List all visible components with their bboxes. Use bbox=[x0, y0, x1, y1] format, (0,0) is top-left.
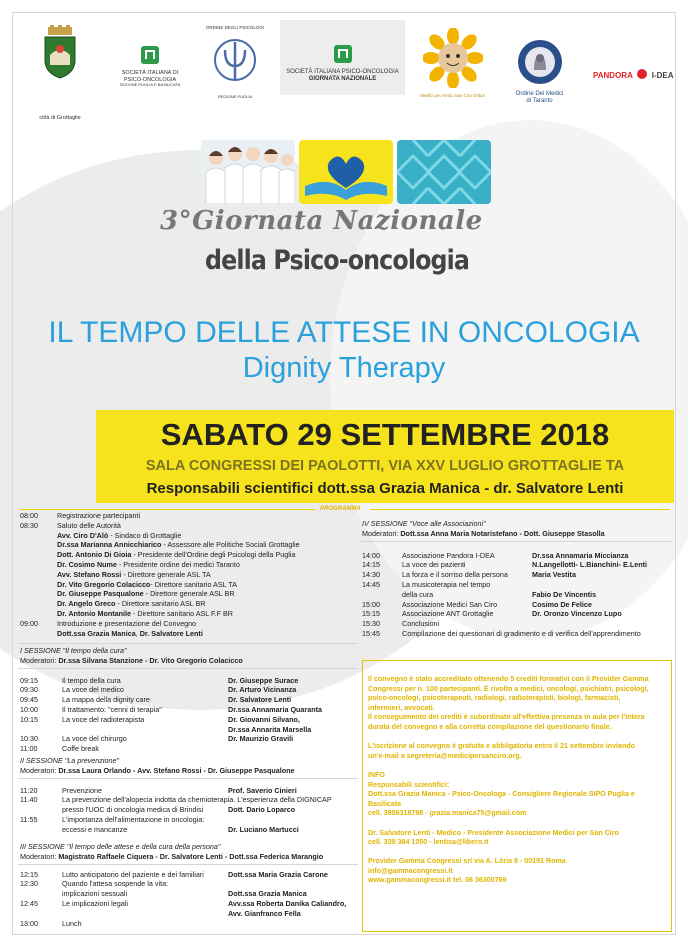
agenda-text: Saluto delle Autorità bbox=[57, 520, 121, 530]
speaker-name: Dr. Salvatore Lenti bbox=[139, 628, 203, 638]
date-banner bbox=[96, 410, 674, 503]
speaker-name: Dr. Angelo Greco bbox=[57, 599, 116, 609]
agenda-text: - Presidente dell'Ordine degli Psicologi della Puglia bbox=[131, 550, 296, 560]
sponsor-logos bbox=[20, 20, 674, 121]
moderators-names: Dr.ssa Laura Orlando - Avv. Stefano Rossi - Dr. Giuseppe Pasqualone bbox=[58, 765, 295, 775]
moderators-label: Moderatori: bbox=[362, 528, 401, 538]
agenda-line bbox=[57, 570, 211, 580]
speaker-name: Dr. Giuseppe Pasqualone bbox=[57, 589, 144, 599]
ecm-info-line: Il conseguimento dei crediti è subordinato all'effettiva presenza in aula per l'intera bbox=[368, 713, 645, 722]
ordine-psicologi-caption: ORDINE DEGLI PSICOLOGI bbox=[205, 25, 265, 30]
speaker-name: Dr.ssa Annamaria Quaranta bbox=[228, 705, 323, 714]
session-2-schedule bbox=[20, 756, 360, 838]
time-label: 15:45 bbox=[362, 629, 380, 638]
contact-line: Dott.ssa Grazia Manica - Psico-Oncologa - Consigliere Regionale SIPO Puglia e bbox=[368, 790, 635, 799]
speaker-name: Dr. Salvatore Lenti bbox=[228, 695, 292, 705]
spacer bbox=[368, 848, 668, 858]
agenda-line bbox=[57, 589, 235, 599]
moderators-names: Dott.ssa Anna Maria Notaristefano - Dott. Giuseppe Stasolla bbox=[400, 528, 605, 538]
pandora-dot-icon bbox=[637, 69, 647, 79]
provider-line: info@gammacongressi.it bbox=[368, 866, 453, 875]
sipo-caption-2: SEZIONE PUGLIA E BASILICATA bbox=[119, 82, 181, 88]
agenda-line bbox=[57, 540, 300, 550]
agenda-line bbox=[57, 521, 121, 531]
time-label: 09:00 bbox=[20, 618, 38, 628]
ecm-info-line: Congressi per n. 100 partecipanti. È rivolto a medici, oncologi, psichiatri, psicologi, bbox=[368, 684, 649, 693]
time-label: 14:45 bbox=[362, 580, 380, 589]
time-label: 08:30 bbox=[20, 520, 38, 530]
agenda-text: - Direttore generale ASL TA bbox=[121, 569, 211, 579]
session-divider bbox=[360, 541, 672, 542]
header-images bbox=[201, 140, 491, 204]
event-title-line1: 3°Giornata Nazionale bbox=[160, 206, 483, 236]
talk-title: Associazione Pandora I-DEA bbox=[402, 550, 495, 560]
talk-title: Associazione ANT Grottaglie bbox=[402, 609, 494, 619]
time-label: 08:00 bbox=[20, 511, 38, 520]
pandora-text: PANDORA bbox=[593, 71, 633, 80]
talk-title: Conclusioni bbox=[402, 619, 440, 629]
programma-divider-right bbox=[370, 509, 670, 510]
talk-title: Il tempo della cura bbox=[62, 675, 121, 685]
agenda-line bbox=[57, 580, 237, 590]
ecm-info-line: psico-oncologi, psicoterapeuti, radiologi, radioterapisti, biologi, farmacisti, bbox=[368, 694, 621, 703]
time-label: 14:15 bbox=[362, 560, 380, 570]
time-label: 11:00 bbox=[20, 744, 38, 754]
speaker-name: Dott.ssa Grazia Manica bbox=[57, 628, 136, 638]
agenda-text: , bbox=[135, 628, 140, 638]
contact-line: Dr. Salvatore Lenti - Medico - Presidente Associazione Medici per San Ciro bbox=[368, 828, 619, 837]
info-heading: INFO bbox=[368, 770, 385, 779]
talk-title: Associazione Medici San Ciro bbox=[402, 599, 498, 609]
time-label: 11:20 bbox=[20, 785, 38, 795]
grottaglie-logo bbox=[30, 25, 90, 122]
speaker-name: Dr.ssa Annarita Marsella bbox=[228, 724, 312, 734]
event-venue: SALA CONGRESSI DEI PAOLOTTI, VIA XXV LUGLIO GROTTAGLIE TA bbox=[145, 458, 625, 474]
speaker-name: Dott. Dario Loparco bbox=[228, 805, 296, 815]
session-divider bbox=[18, 864, 358, 865]
moderators bbox=[20, 852, 323, 862]
talk-title: La prevenzione dell'alopecia indotta da chemioterapia. L'esperienza della DIGNICAP bbox=[62, 795, 332, 805]
speaker-name: Dr. Maurizio Gravili bbox=[228, 734, 294, 744]
moderators-label: Moderatori: bbox=[20, 765, 59, 775]
session-title: III SESSIONE "Il tempo delle attese e della cura della persona" bbox=[20, 842, 221, 851]
pattern-icon bbox=[397, 140, 491, 204]
moderators bbox=[362, 529, 605, 539]
agenda-line bbox=[57, 619, 196, 629]
speaker-name: Dott. Antonio Di Gioia bbox=[57, 550, 132, 560]
talk-title: implicazioni sessuali bbox=[62, 889, 128, 899]
ordine-medici-caption: Ordine Dei Medici bbox=[515, 91, 564, 97]
speaker-name: Prof. Saverio Cinieri bbox=[228, 785, 297, 795]
giornata-nazionale-logo bbox=[280, 20, 405, 95]
medici-san-ciro-logo bbox=[415, 28, 490, 98]
contact-line: Basilicata bbox=[368, 799, 402, 808]
talk-title: Lutto anticipatorio del paziente e dei familiari bbox=[62, 869, 204, 879]
ordine-medici-logo bbox=[502, 38, 577, 105]
time-label: 09:45 bbox=[20, 695, 38, 705]
agenda-text: - Direttore sanitario ASL TA bbox=[150, 579, 237, 589]
sipo-mark-icon bbox=[140, 45, 160, 65]
agenda-line bbox=[57, 560, 240, 570]
event-title-line2: della Psico-oncologia bbox=[205, 245, 470, 276]
time-label: 12:30 bbox=[20, 879, 38, 889]
time-label: 09:15 bbox=[20, 675, 38, 685]
speaker-name: N.Langellotti- L.Bianchini- E.Lenti bbox=[532, 560, 647, 570]
psi-symbol-icon bbox=[213, 30, 257, 90]
speaker-name: Dott.ssa Maria Grazia Carone bbox=[228, 869, 328, 879]
agenda-line bbox=[57, 550, 295, 560]
agenda-text: - Presidente ordine dei medici Taranto bbox=[116, 560, 240, 569]
speaker-name: Avv. Stefano Rossi bbox=[57, 569, 122, 579]
talk-title: La mappa della dignity care bbox=[62, 695, 150, 705]
event-date: SABATO 29 SETTEMBRE 2018 bbox=[160, 417, 610, 452]
hands-heart-image bbox=[299, 140, 393, 204]
moderators-label: Moderatori: bbox=[20, 655, 59, 665]
giornata-mark-icon bbox=[333, 44, 353, 64]
scientific-leads-heading: Responsabili scientifici: bbox=[368, 780, 450, 789]
speaker-name: Dr. Giuseppe Surace bbox=[228, 675, 299, 685]
programma-label: PROGRAMMA bbox=[320, 506, 361, 512]
speaker-name: Maria Vestita bbox=[532, 570, 576, 580]
talk-title: Lunch bbox=[62, 918, 82, 928]
time-label: 12:15 bbox=[20, 869, 38, 879]
talk-title: L'importanza dell'alimentazione in oncologia: bbox=[62, 815, 205, 824]
contact-line: cell. 3806318798 - grazia.manica75@gmail.com bbox=[368, 809, 527, 818]
time-label: 15:00 bbox=[362, 599, 380, 609]
talk-title: La voce del radioterapista bbox=[62, 714, 145, 724]
talk-title: La voce dei pazienti bbox=[402, 560, 466, 570]
agenda-line bbox=[57, 609, 233, 619]
time-label: 10:15 bbox=[20, 714, 38, 724]
programma-divider-left bbox=[20, 509, 315, 510]
time-label: 10:30 bbox=[20, 734, 38, 744]
agenda-text: - Sindaco di Grottaglie bbox=[108, 530, 182, 540]
time-label: 09:30 bbox=[20, 685, 38, 695]
giornata-caption: SOCIETÀ ITALIANA PSICO-ONCOLOGIA bbox=[286, 69, 399, 75]
time-label: 11:55 bbox=[20, 815, 38, 824]
doctors-photo bbox=[201, 140, 295, 204]
agenda-line bbox=[57, 599, 205, 609]
doctors-group-icon bbox=[201, 140, 295, 204]
ecm-info-line: durata del convegno e alla corretta compilazione del questionario finale. bbox=[368, 722, 612, 731]
spacer bbox=[368, 761, 668, 771]
idea-text: I-DEA bbox=[651, 71, 674, 80]
speaker-name: Dr. Oronzo Vincenzo Lupo bbox=[532, 609, 622, 619]
provider-line: Provider Gamma Congressi srl via A. Lòria 8 - 00191 Roma bbox=[368, 857, 566, 866]
speaker-name: Dr.ssa Annamaria Miccianza bbox=[532, 550, 629, 560]
registration-line: L'iscrizione al convegno è gratuita e obbligatoria entro il 21 settembre inviando bbox=[368, 742, 635, 751]
session-title: I SESSIONE "Il tempo della cura" bbox=[20, 646, 127, 655]
speaker-name: Avv. Gianfranco Fella bbox=[228, 908, 301, 918]
time-label: 14:00 bbox=[362, 550, 380, 560]
speaker-name: Dr.ssa Marianna Annicchiarico bbox=[57, 540, 162, 550]
moderators-label: Moderatori: bbox=[20, 851, 59, 861]
speaker-name: Avv.ssa Roberta Danika Caliandro, bbox=[228, 899, 347, 908]
divider-top bbox=[18, 643, 358, 644]
speaker-name: Dr. Luciano Martucci bbox=[228, 824, 299, 834]
agenda-text: - Direttore sanitario ASL BR bbox=[115, 599, 206, 609]
ecm-info-line: infermieri, avvocati. bbox=[368, 703, 435, 712]
spacer bbox=[368, 733, 668, 743]
talk-title: La voce del chirurgo bbox=[62, 734, 127, 744]
medici-san-ciro-caption: Medici per Amici San Ciro Onlus bbox=[420, 93, 485, 98]
talk-title: La musicoterapia nel tempo bbox=[402, 580, 491, 589]
time-label: 11.40 bbox=[20, 795, 38, 805]
speaker-name: Dr. Arturo Vicinanza bbox=[228, 685, 297, 695]
agenda-line bbox=[57, 629, 203, 639]
agenda-text: - Direttore generale ASL BR bbox=[143, 589, 235, 599]
session-4-schedule bbox=[362, 519, 674, 649]
talk-title: Coffe break bbox=[62, 744, 100, 754]
session-title: IV SESSIONE "Voce alle Associazioni" bbox=[362, 519, 486, 528]
session-divider bbox=[18, 668, 358, 669]
pandora-idea-logo bbox=[593, 65, 674, 83]
time-label: 12:45 bbox=[20, 899, 38, 908]
talk-title: della cura bbox=[402, 589, 434, 599]
moderators-names: Dr.ssa Silvana Stanzione - Dr. Vito Gregorio Colacicco bbox=[58, 655, 243, 665]
time-label: 10:00 bbox=[20, 705, 38, 714]
speaker-name: Cosimo De Felice bbox=[532, 599, 592, 609]
speaker-name: Dr. Vito Gregorio Colacicco bbox=[57, 579, 151, 589]
sipo-caption: SOCIETÀ ITALIANA DI PSICO-ONCOLOGIA bbox=[121, 70, 179, 83]
giornata-caption-2: GIORNATA NAZIONALE bbox=[308, 76, 377, 83]
ordine-medici-seal-icon bbox=[516, 38, 564, 86]
speaker-name: Dr. Cosimo Nume bbox=[57, 560, 117, 569]
opening-schedule bbox=[20, 511, 360, 641]
agenda-text: - Assessore alle Politiche Sociali Grottaglie bbox=[161, 540, 300, 550]
session-divider bbox=[18, 778, 358, 779]
talk-title: Prevenzione bbox=[62, 785, 102, 795]
time-label: 15:15 bbox=[362, 609, 380, 619]
grottaglie-caption: città di Grottaglie bbox=[39, 115, 81, 121]
scientific-leads: Responsabili scientifici dott.ssa Grazia Manica - dr. Salvatore Lenti bbox=[146, 480, 624, 497]
time-label: 14:30 bbox=[362, 570, 380, 580]
sunflower-icon bbox=[423, 28, 483, 88]
talk-title: La voce del medico bbox=[62, 685, 124, 695]
contact-line: cell. 339 384 1050 - lentisa@libero.it bbox=[368, 838, 489, 847]
moderators bbox=[20, 656, 243, 666]
ordine-psicologi-logo bbox=[205, 25, 265, 100]
speaker-name: Fabio De Vincentis bbox=[532, 589, 597, 599]
talk-title: Compilazione dei questionari di gradimento e di verifica dell'apprendimento bbox=[402, 629, 641, 638]
ordine-psicologi-caption-2: REGIONE PUGLIA bbox=[217, 94, 253, 100]
talk-title: Quando l'attesa sospende la vita: bbox=[62, 879, 169, 889]
provider-line: www.gammacongressi.it tel. 06 36300769 bbox=[368, 876, 507, 885]
talk-title: La forza e il sorriso della persona bbox=[402, 570, 508, 580]
pattern-image bbox=[397, 140, 491, 204]
talk-title: presso l'UOC di oncologia medica di Brindisi bbox=[62, 805, 204, 815]
registration-line: un'e-mail a segreteria@medicipersanciro.org. bbox=[368, 751, 522, 760]
speaker-name: Avv. Ciro D'Alò bbox=[57, 530, 109, 540]
time-label: 13:00 bbox=[20, 918, 38, 928]
heart-hands-icon bbox=[299, 140, 393, 204]
agenda-line bbox=[57, 511, 140, 521]
info-panel bbox=[368, 675, 668, 886]
session-3-schedule bbox=[20, 842, 360, 932]
session-title: II SESSIONE "La prevenzione" bbox=[20, 756, 119, 765]
talk-title: Il trattamento: "cenni di terapia" bbox=[62, 705, 162, 714]
agenda-text: Registrazione partecipanti bbox=[57, 511, 141, 520]
moderators bbox=[20, 766, 295, 776]
sipo-logo bbox=[115, 45, 185, 88]
spacer bbox=[368, 819, 668, 829]
time-label: 15:30 bbox=[362, 619, 380, 629]
ecm-info-line: Il convegno è stato accreditato ottenendo 5 crediti formativi con il Provider Gamma bbox=[368, 675, 649, 683]
moderators-names: Magistrato Raffaele Ciquera - Dr. Salvatore Lenti - Dott.ssa Federica Marangio bbox=[58, 851, 324, 861]
talk-title: eccessi e mancanze bbox=[62, 824, 128, 834]
speaker-name: Dr. Antonio Montanile bbox=[57, 609, 131, 618]
main-title: IL TEMPO DELLE ATTESE IN ONCOLOGIA bbox=[48, 316, 640, 349]
agenda-text: - Direttore sanitario ASL F.F BR bbox=[131, 609, 233, 618]
grottaglie-crest-icon bbox=[40, 25, 80, 80]
session-1-schedule bbox=[20, 646, 360, 752]
agenda-line bbox=[57, 531, 181, 541]
sub-title: Dignity Therapy bbox=[242, 352, 446, 384]
speaker-name: Dr. Giovanni Silvano, bbox=[228, 714, 300, 724]
speaker-name: Dott.ssa Grazia Manica bbox=[228, 889, 307, 899]
talk-title: Le implicazioni legali bbox=[62, 899, 128, 908]
agenda-text: Introduzione e presentazione del Convegno bbox=[57, 618, 197, 628]
ordine-medici-caption-2: di Taranto bbox=[526, 98, 553, 105]
